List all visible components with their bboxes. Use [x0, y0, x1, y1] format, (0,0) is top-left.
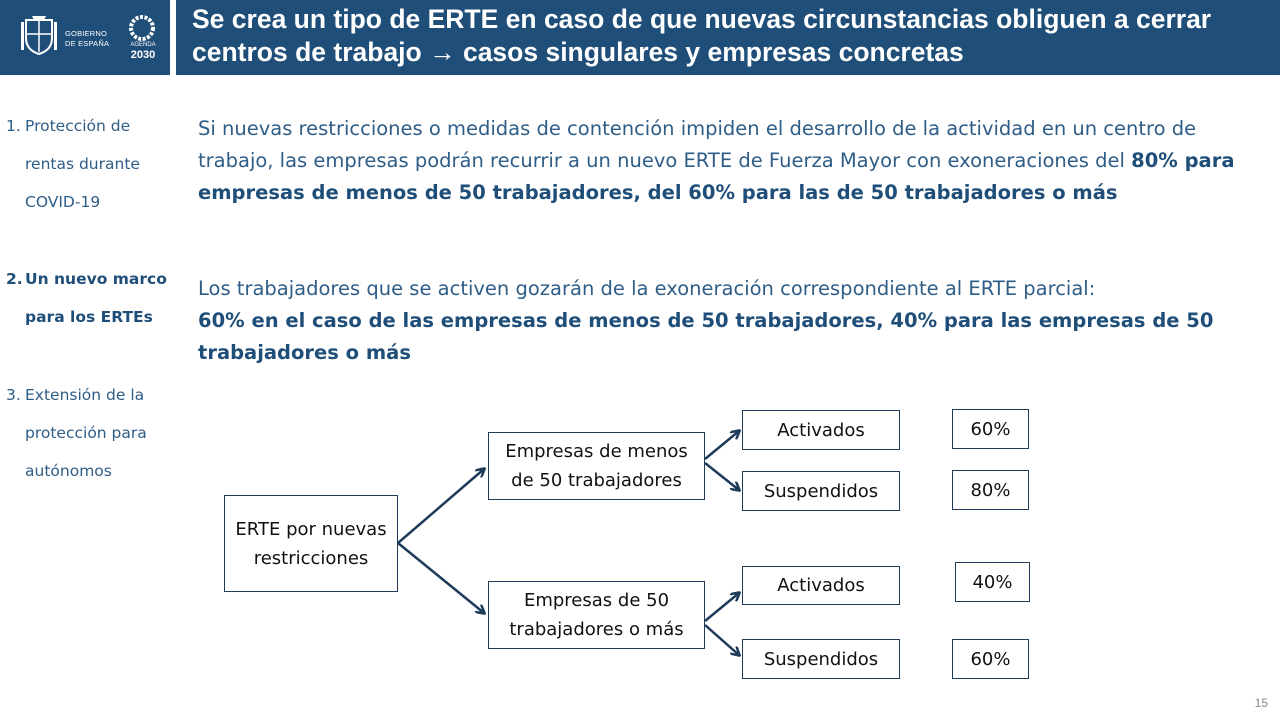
coat-of-arms-icon — [20, 14, 58, 58]
arrow-large-to-suspended — [705, 625, 739, 655]
sidebar-item-number: 2. — [6, 270, 23, 288]
arrow-root-to-large — [398, 543, 484, 613]
sidebar-item-label: Un nuevo marco para los ERTEs — [25, 270, 167, 326]
diagram-small-suspended-pct: 80% — [952, 470, 1029, 510]
diagram-large-suspended-pct: 60% — [952, 639, 1029, 679]
diagram-small-activated-pct: 60% — [952, 409, 1029, 449]
diagram-root-box: ERTE por nuevas restricciones — [224, 495, 398, 592]
diagram-small-suspended: Suspendidos — [742, 471, 900, 511]
diagram-branch-small: Empresas de menos de 50 trabajadores — [488, 432, 705, 500]
logo-block — [0, 0, 170, 75]
diagram-branch-large: Empresas de 50 trabajadores o más — [488, 581, 705, 649]
page-title: Se crea un tipo de ERTE en caso de que nuevas circunstancias obliguen a cerrar centros de trabajo → casos singulares y empresas concretas — [192, 4, 1212, 67]
sidebar-item-label: Extensión de la protección para autónomos — [25, 386, 147, 480]
diagram-large-activated: Activados — [742, 566, 900, 605]
paragraph-nuevo-erte — [198, 113, 1248, 209]
arrow-small-to-activated — [705, 431, 739, 459]
agenda-year: 2030 — [130, 49, 156, 61]
paragraph-trabajadores-activados — [198, 273, 1248, 369]
arrow-large-to-activated — [705, 593, 739, 621]
agenda-2030-icon — [127, 15, 157, 43]
government-logo-text: GOBIERNO DE ESPAÑA — [65, 29, 110, 48]
paragraph-highlight: 60% en el caso de las empresas de menos de 50 trabajadores, 40% para las empresas de 50 trabajadores o más — [198, 309, 1214, 364]
paragraph-text: Los trabajadores que se activen gozarán de la exoneración correspondiente al ERTE parcial: — [198, 277, 1096, 300]
sidebar-item-label: Protección de rentas durante COVID-19 — [25, 117, 140, 211]
sidebar-item-number: 1. — [6, 117, 21, 135]
diagram-large-suspended: Suspendidos — [742, 639, 900, 679]
paragraph-highlight: 80% para empresas de menos de 50 trabajadores, del 60% para las de 50 trabajadores o más — [198, 149, 1235, 204]
diagram-large-activated-pct: 40% — [955, 562, 1030, 602]
agenda-label: AGENDA — [130, 42, 156, 48]
sidebar-item-number: 3. — [6, 386, 21, 404]
diagram-small-activated: Activados — [742, 410, 900, 450]
page-number: 15 — [1254, 696, 1268, 710]
paragraph-text: Si nuevas restricciones o medidas de contención impiden el desarrollo de la actividad en un centro de trabajo, las empresas podrán recurrir a un nuevo ERTE de Fuerza Mayor con exoneraciones del — [198, 117, 1197, 172]
title-bar — [176, 0, 1280, 75]
arrow-small-to-suspended — [705, 463, 739, 490]
arrow-root-to-small — [398, 469, 484, 543]
